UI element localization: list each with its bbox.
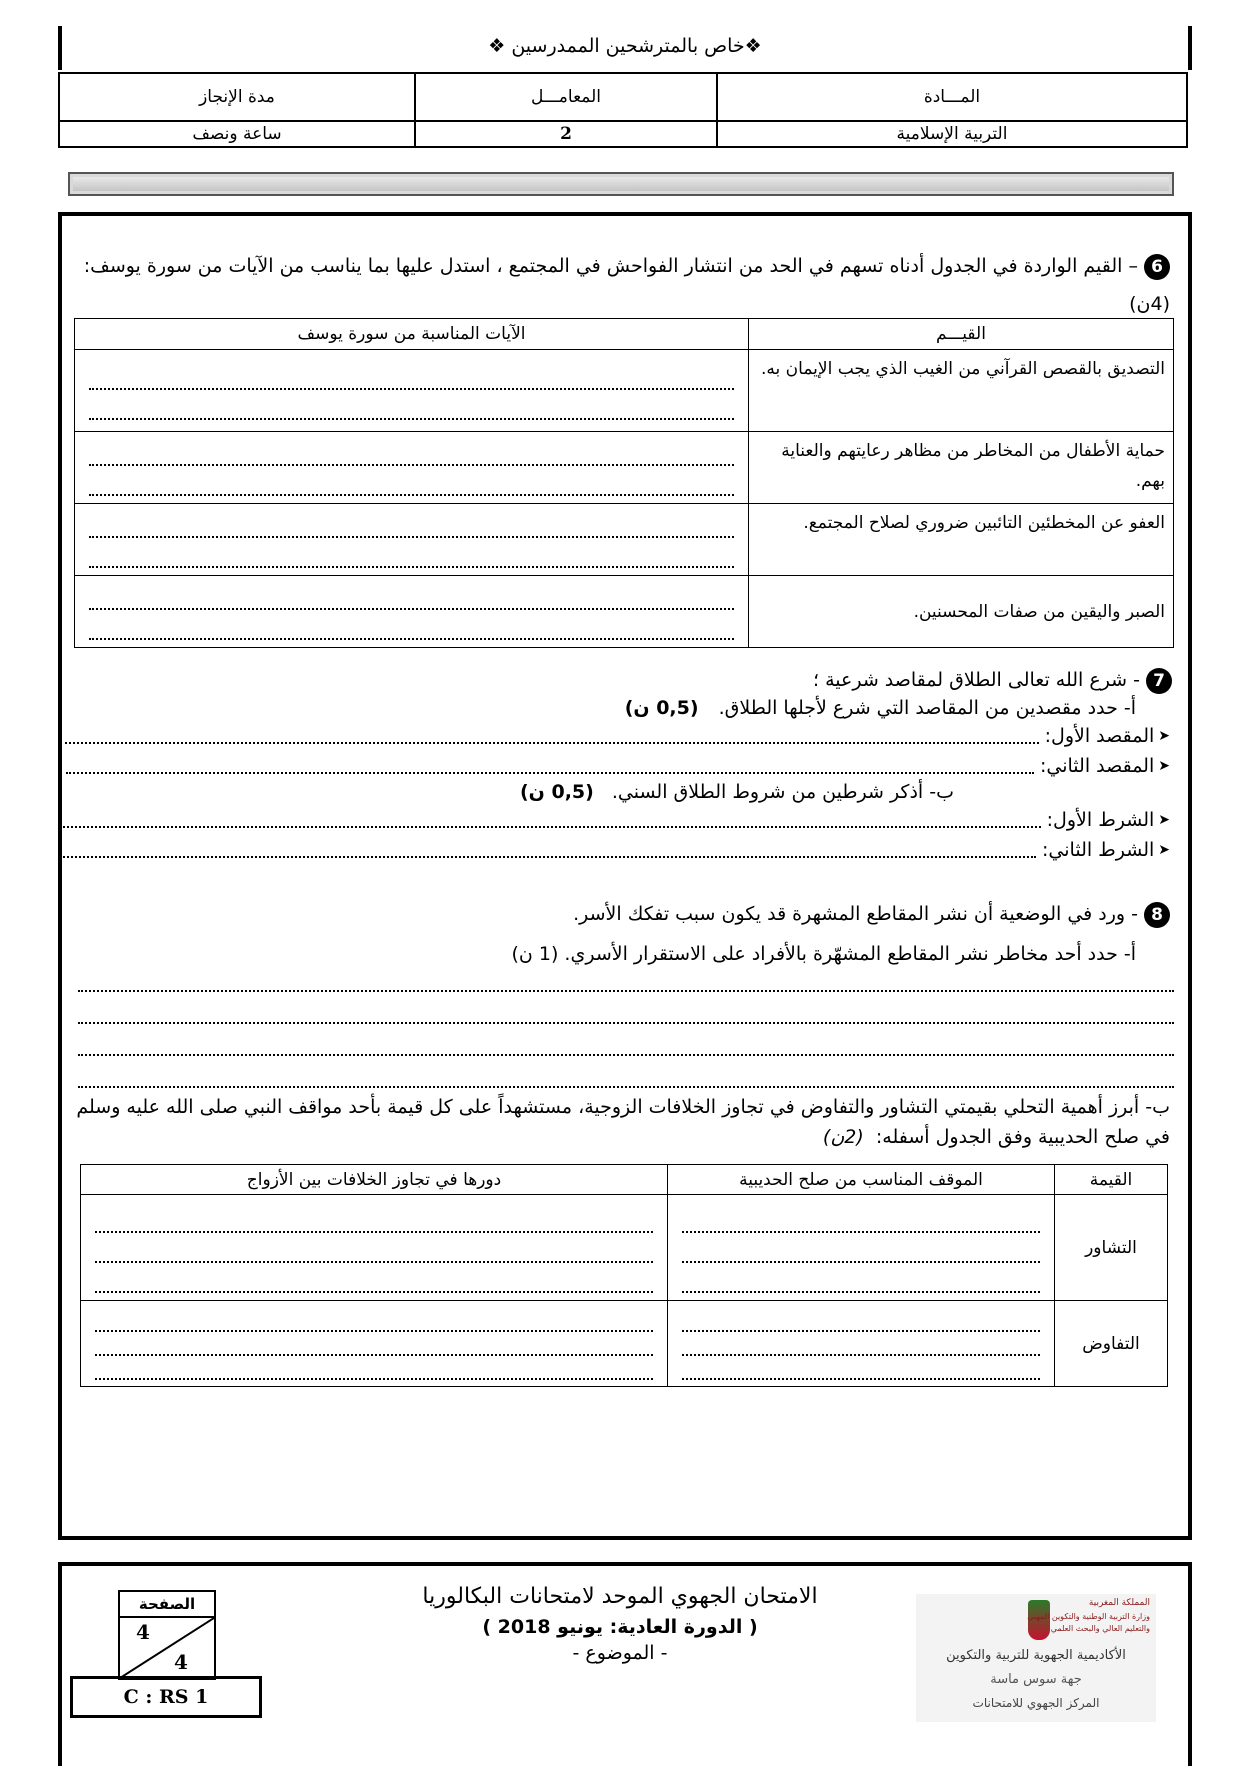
q7-item1-answer[interactable] xyxy=(60,742,1039,744)
q8-col-role: دورها في تجاوز الخلافات بين الأزواج xyxy=(81,1165,668,1195)
coef-value: 2 xyxy=(415,121,717,147)
duration-value: ساعة ونصف xyxy=(59,121,415,147)
q6-table xyxy=(74,318,1174,648)
logo-line-5: جهة سوس ماسة xyxy=(990,1672,1082,1687)
q6-prompt-text: – القيم الواردة في الجدول أدناه تسهم في الحد من انتشار الفواحش في المجتمع ، استدل عليها بما يناسب من الآيات من سورة يوسف: xyxy=(83,255,1138,277)
q7-item3-answer[interactable] xyxy=(60,826,1041,828)
q6-answer-3[interactable] xyxy=(75,504,749,576)
subject-value: التربية الإسلامية xyxy=(717,121,1187,147)
q6-col-values: القيـــم xyxy=(749,319,1174,350)
logo-line-1: المملكة المغربية xyxy=(1088,1598,1150,1608)
q7-item2-answer[interactable] xyxy=(66,772,1034,774)
q7-item3-row xyxy=(60,804,1170,836)
separator-bar xyxy=(68,172,1174,196)
q6-points: (4ن) xyxy=(1129,293,1170,315)
q8-value-2: التفاوض xyxy=(1055,1301,1168,1387)
q8-b-prompt xyxy=(70,1092,1170,1152)
q8-stance-1[interactable] xyxy=(668,1195,1055,1301)
q8-col-value: القيمة xyxy=(1055,1165,1168,1195)
q7-item1-row xyxy=(60,720,1170,752)
q8-table xyxy=(80,1164,1168,1387)
q8-role-2[interactable] xyxy=(81,1301,668,1387)
q8-a-answer-line-4[interactable] xyxy=(78,1086,1174,1088)
logo-line-2: وزارة التربية الوطنية والتكوين المهني xyxy=(1027,1612,1150,1621)
q8-col-stance: الموقف المناسب من صلح الحديبية xyxy=(668,1165,1055,1195)
page-diagonal xyxy=(120,1618,214,1678)
col-coef-label: المعامـــل xyxy=(415,73,717,121)
q8-a-prompt: أ- حدد أحد مخاطر نشر المقاطع المشهّرة بالأفراد على الاستقرار الأسري. (1 ن) xyxy=(511,943,1136,965)
q7-item4-row xyxy=(60,834,1170,866)
page-label: الصفحة xyxy=(120,1592,214,1618)
q8-a-answer-line-2[interactable] xyxy=(78,1022,1174,1024)
page-total: 4 xyxy=(174,1650,188,1674)
logo-line-4: الأكاديمية الجهوية للتربية والتكوين xyxy=(946,1648,1126,1663)
arrow-icon: ➤ xyxy=(1158,842,1170,858)
q8-a-answer-line-1[interactable] xyxy=(78,990,1174,992)
q8-a-answer-line-3[interactable] xyxy=(78,1054,1174,1056)
q7-b-points: (0,5 ن) xyxy=(519,781,594,803)
logo-line-3: والتعليم العالي والبحث العلمي xyxy=(1050,1624,1150,1633)
arrow-icon: ➤ xyxy=(1158,728,1170,744)
q8-b-text: ب- أبرز أهمية التحلي بقيمتي التشاور والتفاوض في تجاوز الخلافات الزوجية، مستشهداً على كل قيمة بأحد مواقف النبي صلى الله عليه وسلم في صلح الحديبية وفق الجدول أسفله: xyxy=(76,1096,1170,1148)
q7-a-text: أ- حدد مقصدين من المقاصد التي شرع لأجلها الطلاق. xyxy=(718,697,1136,719)
q6-value-2: حماية الأطفال من المخاطر من مظاهر رعايتهم والعناية بهم. xyxy=(749,432,1174,504)
candidates-note: ❖خاص بالمترشحين الممدرسين ❖ xyxy=(488,35,762,57)
q6-col-verses: الآيات المناسبة من سورة يوسف xyxy=(75,319,749,350)
exam-title: الامتحان الجهوي الموحد لامتحانات البكالوريا xyxy=(422,1584,818,1609)
q7-intro-text: - شرع الله تعالى الطلاق لمقاصد شرعية ؛ xyxy=(813,669,1140,691)
exam-session: ( الدورة العادية: يونيو 2018 ) xyxy=(482,1616,758,1638)
page-box xyxy=(118,1590,216,1680)
academy-logo xyxy=(916,1594,1156,1722)
q8-intro xyxy=(573,898,1170,930)
q7-item1-label: المقصد الأول: xyxy=(1044,725,1155,747)
q7-item3-label: الشرط الأول: xyxy=(1046,809,1155,831)
q7-item4-answer[interactable] xyxy=(60,856,1036,858)
col-subject-label: المـــادة xyxy=(717,73,1187,121)
header-table xyxy=(58,72,1188,148)
col-duration-label: مدة الإنجاز xyxy=(59,73,415,121)
q6-answer-1[interactable] xyxy=(75,350,749,432)
q8-number-badge: 8 xyxy=(1144,902,1170,928)
exam-subject-label: - الموضوع - xyxy=(572,1642,668,1664)
q8-b-points: (2ن) xyxy=(822,1126,864,1148)
exam-code: C : RS 1 xyxy=(70,1676,262,1718)
q6-value-1: التصديق بالقصص القرآني من الغيب الذي يجب الإيمان به. xyxy=(749,350,1174,432)
q7-number-badge: 7 xyxy=(1146,668,1172,694)
page-current: 4 xyxy=(136,1620,150,1644)
logo-line-6: المركز الجهوي للامتحانات xyxy=(972,1696,1100,1710)
q7-a-points: (0,5 ن) xyxy=(624,697,699,719)
q7-b-text: ب- أذكر شرطين من شروط الطلاق السني. xyxy=(611,781,954,803)
q6-number-badge: 6 xyxy=(1144,254,1170,280)
q7-item4-label: الشرط الثاني: xyxy=(1042,839,1155,861)
q6-answer-2[interactable] xyxy=(75,432,749,504)
q8-value-1: التشاور xyxy=(1055,1195,1168,1301)
q6-value-4: الصبر واليقين من صفات المحسنين. xyxy=(749,576,1174,648)
header-section xyxy=(58,26,1192,70)
arrow-icon: ➤ xyxy=(1158,812,1170,828)
q7-item2-label: المقصد الثاني: xyxy=(1039,755,1155,777)
q8-stance-2[interactable] xyxy=(668,1301,1055,1387)
q6-value-3: العفو عن المخطئين التائبين ضروري لصلاح المجتمع. xyxy=(749,504,1174,576)
arrow-icon: ➤ xyxy=(1158,758,1170,774)
q8-intro-text: - ورد في الوضعية أن نشر المقاطع المشهرة قد يكون سبب تفكك الأسر. xyxy=(573,903,1138,925)
q6-prompt xyxy=(70,250,1170,282)
q6-answer-4[interactable] xyxy=(75,576,749,648)
q8-role-1[interactable] xyxy=(81,1195,668,1301)
